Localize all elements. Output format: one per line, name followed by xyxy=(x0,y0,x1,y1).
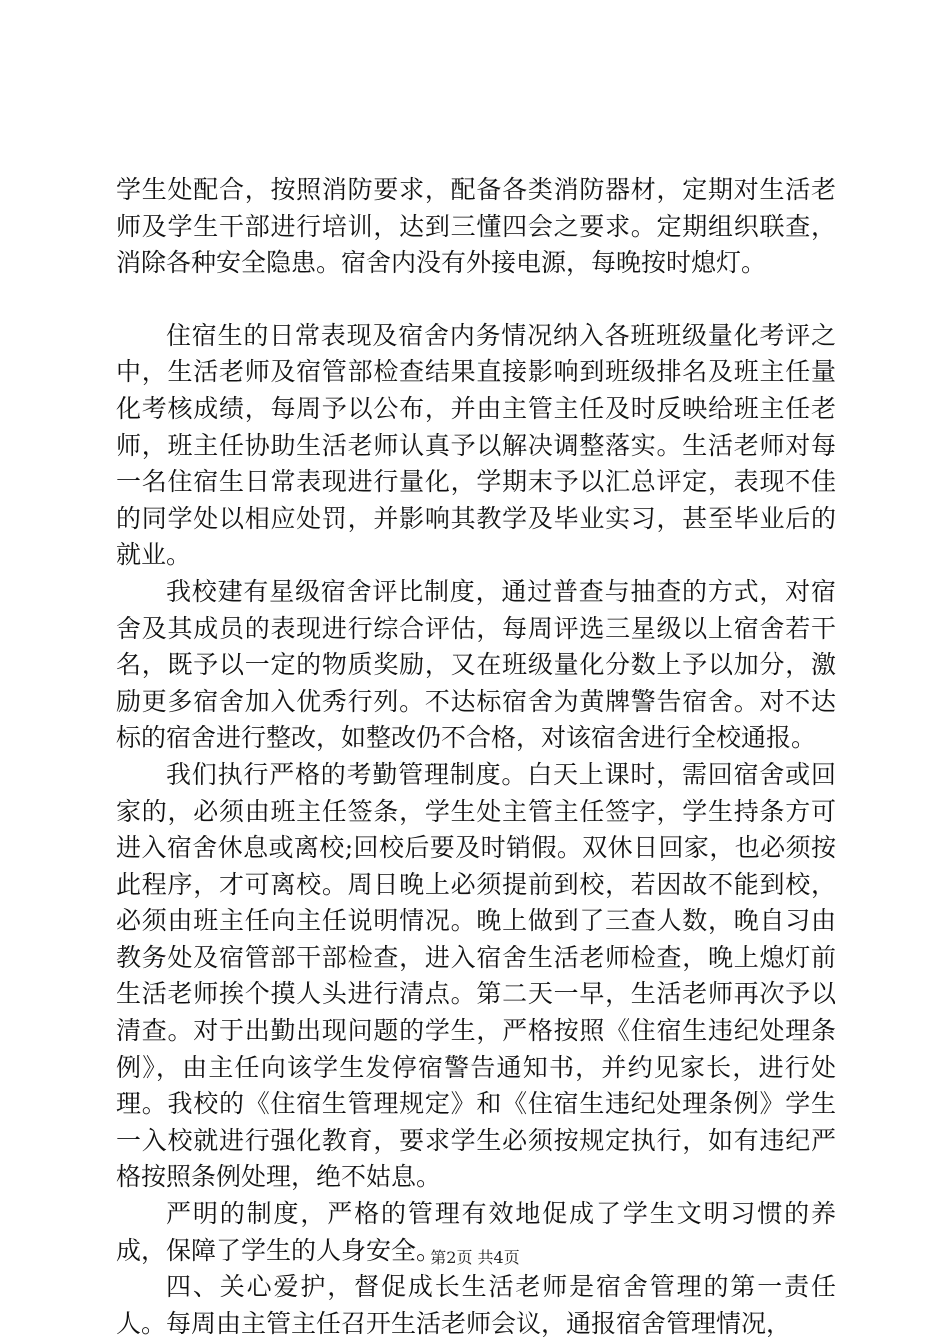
document-body xyxy=(116,172,836,1342)
paragraph-attendance: 我们执行严格的考勤管理制度。白天上课时，需回宿舍或回家的，必须由班主任签条，学生处主管主任签字，学生持条方可进入宿舍休息或离校;回校后要及时销假。双休日回家，也必须按此程序，才可离校。周日晚上必须提前到校，若因故不能到校，必须由班主任向主任说明情况。晚上做到了三查人数，晚自习由教务处及宿管部干部检查，进入宿舍生活老师检查，晚上熄灯前生活老师挨个摸人头进行清点。第二天一早，生活老师再次予以清查。对于出勤出现问题的学生，严格按照《住宿生违纪处理条例》，由主任向该学生发停宿警告通知书，并约见家长，进行处理。我校的《住宿生管理规定》和《住宿生违纪处理条例》学生一入校就进行强化教育，要求学生必须按规定执行，如有违纪严格按照条例处理，绝不姑息。 xyxy=(116,759,836,1192)
paragraph-strict-system: 严明的制度，严格的管理有效地促成了学生文明习惯的养成，保障了学生的人身安全。 xyxy=(116,1199,836,1265)
paragraph-fire-safety: 学生处配合，按照消防要求，配备各类消防器材，定期对生活老师及学生干部进行培训，达到三懂四会之要求。定期组织联查，消除各种安全隐患。宿舍内没有外接电源，每晚按时熄灯。 xyxy=(116,175,836,278)
paragraph-daily-evaluation: 住宿生的日常表现及宿舍内务情况纳入各班班级量化考评之中，生活老师及宿管部检查结果直接影响到班级排名及班主任量化考核成绩，每周予以公布，并由主管主任及时反映给班主任老师，班主任协助生活老师认真予以解决调整落实。生活老师对每一名住宿生日常表现进行量化，学期末予以汇总评定，表现不佳的同学处以相应处罚，并影响其教学及毕业实习，甚至毕业后的就业。 xyxy=(116,320,836,570)
page-number-footer: 第2页 共4页 xyxy=(430,1248,520,1267)
paragraph-care-section: 四、关心爱护，督促成长生活老师是宿舍管理的第一责任人。每周由主管主任召开生活老师会议，通报宿舍管理情况， xyxy=(116,1272,836,1338)
paragraph-star-dorm: 我校建有星级宿舍评比制度，通过普查与抽查的方式，对宿舍及其成员的表现进行综合评估，每周评选三星级以上宿舍若干名，既予以一定的物质奖励，又在班级量化分数上予以加分，激励更多宿舍加入优秀行列。不达标宿舍为黄牌警告宿舍。对不达标的宿舍进行整改，如整改仍不合格，对该宿舍进行全校通报。 xyxy=(116,576,836,753)
